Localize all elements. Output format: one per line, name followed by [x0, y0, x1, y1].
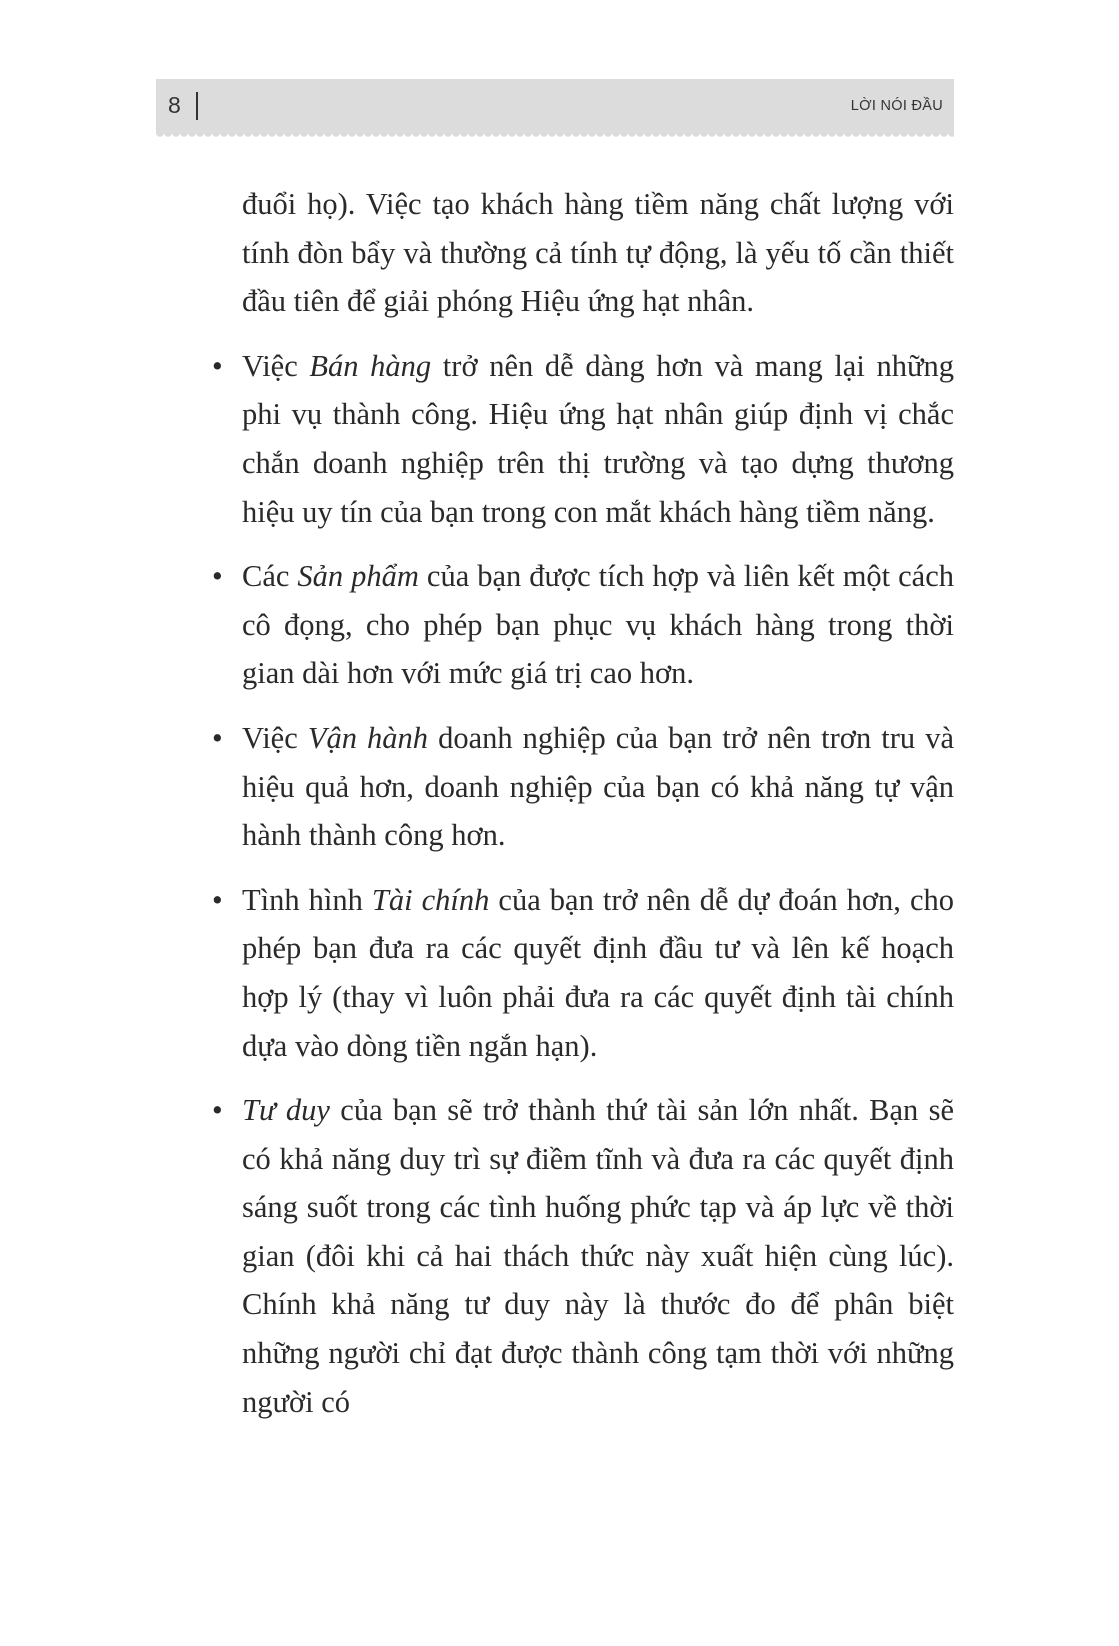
bullet-item-finance [212, 876, 954, 1070]
bullet-text: của bạn trở nên dễ dự đoán hơn, cho phép bạn đưa ra các quyết định đầu tư và lên kế hoạch hợp lý (thay vì luôn phải đưa ra các quyết định tài chính dựa vào dòng tiền ngắn hạn). [242, 882, 954, 1063]
bullet-term: Bán hàng [309, 348, 432, 383]
chapter-title: LỜI NÓI ĐẦU [850, 98, 943, 114]
bullet-item-mindset [212, 1086, 955, 1426]
bullet-item-sales [212, 342, 954, 536]
bullet-icon: • [212, 1093, 223, 1128]
bullet-icon: • [212, 882, 223, 917]
bullet-icon: • [212, 720, 223, 755]
header-divider [196, 92, 198, 120]
bullet-icon: • [212, 348, 223, 383]
bullet-text: trở nên dễ dàng hơn và mang lại những phi vụ thành công. Hiệu ứng hạt nhân giúp định vị chắc chắn doanh nghiệp trên thị trường và tạo dựng thương hiệu uy tín của bạn trong con mắt khách hàng tiềm năng. [242, 348, 954, 529]
bullet-icon: • [212, 559, 223, 594]
bullet-term: Vận hành [307, 720, 429, 755]
bullet-lead: Tình hình [242, 882, 372, 917]
continuation-paragraph: đuổi họ). Việc tạo khách hàng tiềm năng chất lượng với tính đòn bẩy và thường cả tính tự động, là yếu tố cần thiết đầu tiên để giải phóng Hiệu ứng hạt nhân. [242, 187, 954, 319]
bullet-term: Tư duy [242, 1093, 330, 1128]
bullet-item-products [212, 552, 954, 698]
bullet-lead: Việc [242, 720, 308, 755]
bullet-text: của bạn được tích hợp và liên kết một cách cô đọng, cho phép bạn phục vụ khách hàng trong thời gian dài hơn với mức giá trị cao hơn. [242, 559, 954, 691]
bullet-text: của bạn sẽ trở thành thứ tài sản lớn nhất. Bạn sẽ có khả năng duy trì sự điềm tĩnh và đưa ra các quyết định sáng suốt trong các tình huống phức tạp và áp lực về thời gian (đôi khi cả hai thách thức này xuất hiện cùng lúc). Chính khả năng tư duy này là thước đo để phân biệt những người chỉ đạt được thành công tạm thời với những người có [242, 1093, 955, 1419]
page-number: 8 [168, 92, 181, 118]
bullet-lead: Việc [242, 348, 310, 383]
bullet-item-operations [212, 714, 954, 860]
bullet-term: Sản phẩm [297, 559, 419, 594]
bullet-term: Tài chính [371, 882, 490, 917]
running-header [156, 79, 954, 134]
bullet-lead: Các [242, 559, 298, 594]
bullet-text: doanh nghiệp của bạn trở nên trơn tru và hiệu quả hơn, doanh nghiệp của bạn có khả năng tự vận hành thành công hơn. [242, 720, 954, 853]
body-text [212, 180, 955, 1442]
